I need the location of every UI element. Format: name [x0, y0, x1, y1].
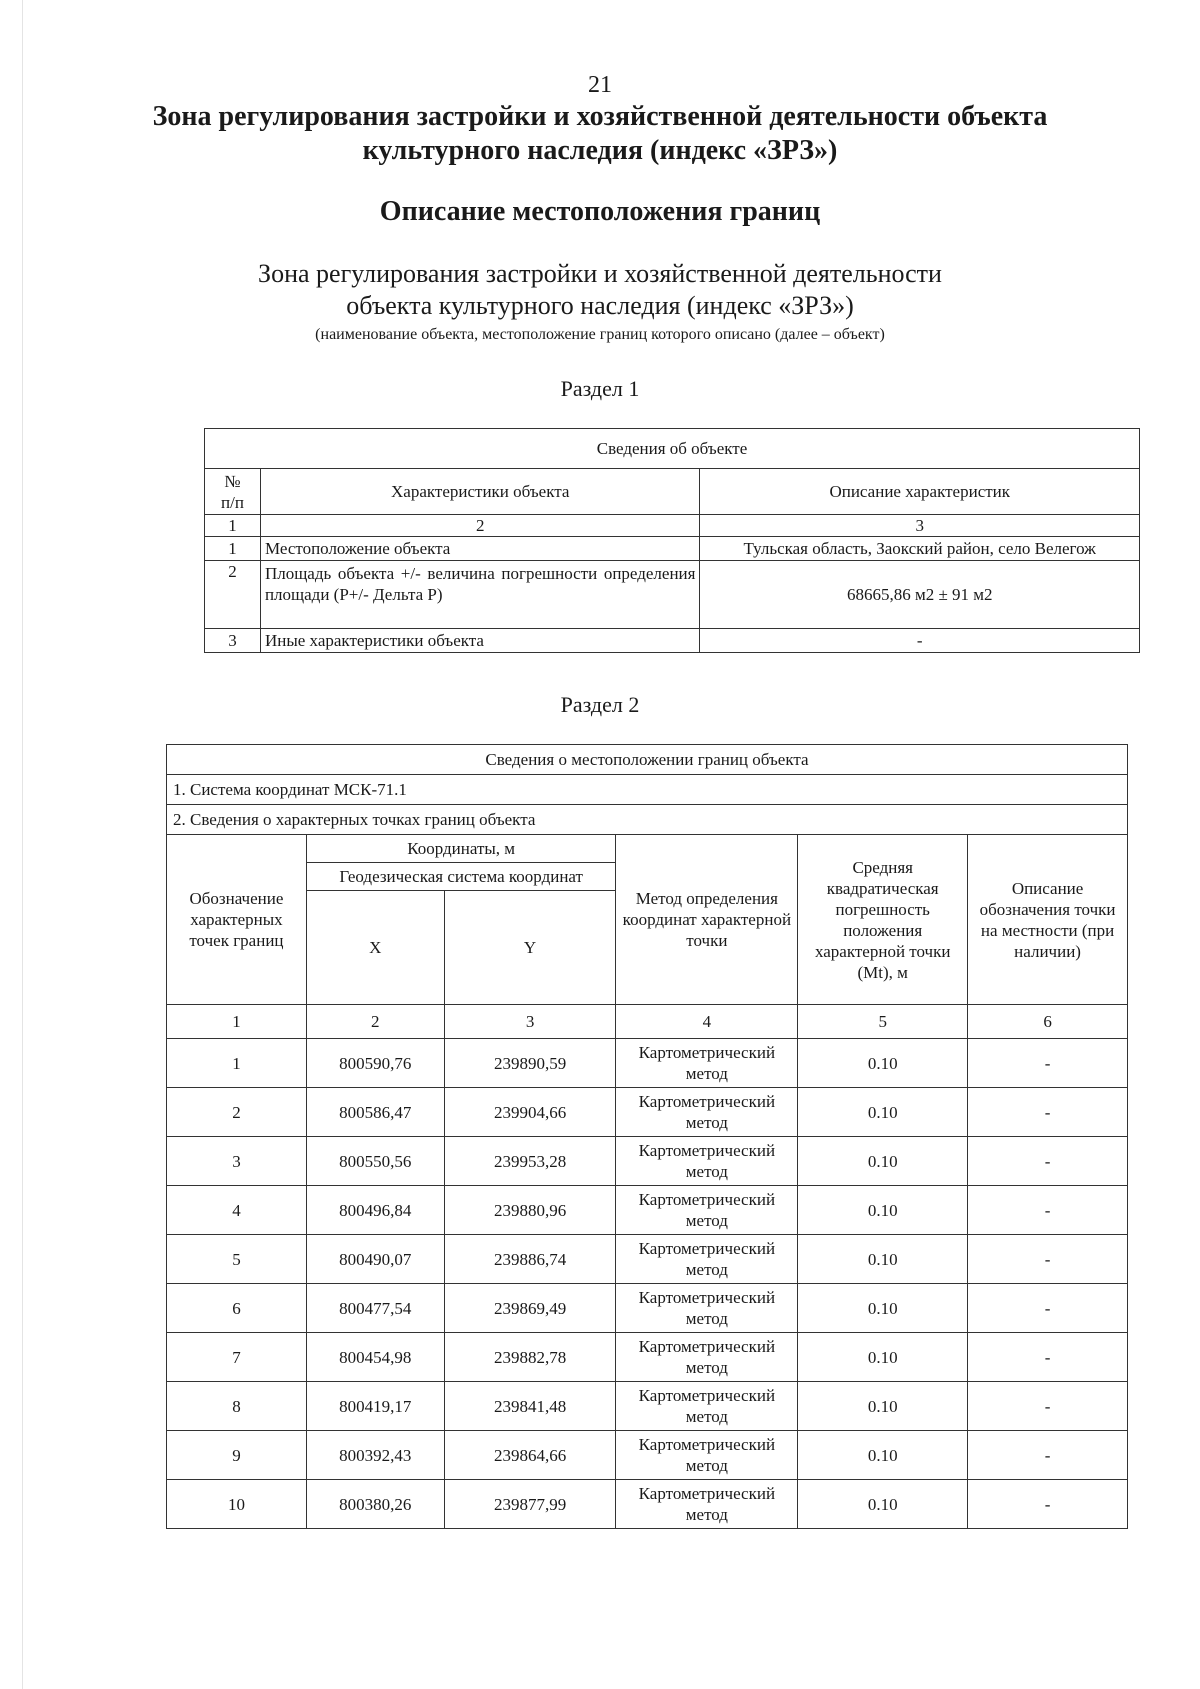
y-cell: 239864,66 — [444, 1431, 616, 1480]
method-cell — [616, 1480, 798, 1529]
method-line: Картометрический — [638, 1043, 776, 1062]
method-line: метод — [685, 1505, 728, 1524]
boundary-table-title: Сведения о местоположении границ объекта — [167, 745, 1128, 775]
document-subtitle: Описание местоположения границ — [379, 196, 821, 227]
header-y: Y — [444, 891, 616, 1005]
title-line-1: Зона регулирования застройки и хозяйственной деятельности объекта — [152, 101, 1048, 132]
point-id-cell: 3 — [167, 1137, 307, 1186]
x-cell: 800496,84 — [306, 1186, 444, 1235]
description-cell: - — [968, 1382, 1128, 1431]
header-point-designation: Обозначение характерных точек границ — [167, 835, 307, 1005]
x-cell: 800477,54 — [306, 1284, 444, 1333]
y-cell: 239877,99 — [444, 1480, 616, 1529]
method-line: Картометрический — [638, 1288, 776, 1307]
y-cell: 239886,74 — [444, 1235, 616, 1284]
description-cell: - — [968, 1088, 1128, 1137]
object-name — [250, 258, 950, 322]
table-row — [167, 1431, 1128, 1480]
method-line: метод — [685, 1260, 728, 1279]
x-cell: 800419,17 — [306, 1382, 444, 1431]
x-cell: 800490,07 — [306, 1235, 444, 1284]
section-2-title: Раздел 2 — [560, 692, 640, 717]
method-line: Картометрический — [638, 1337, 776, 1356]
scan-edge-line — [22, 0, 23, 1689]
table-row — [167, 1137, 1128, 1186]
method-cell — [616, 1186, 798, 1235]
column-index-row: 1 2 3 — [205, 515, 1140, 537]
method-cell — [616, 1382, 798, 1431]
object-name-line-2: объекта культурного наследия (индекс «ЗРЗ») — [346, 291, 854, 320]
table-row: 1 Местоположение объекта Тульская область, Заокский район, село Велегож — [205, 537, 1140, 561]
point-id-cell: 9 — [167, 1431, 307, 1480]
boundary-points-table — [166, 744, 1128, 1529]
object-caption: (наименование объекта, местоположение границ которого описано (далее – объект) — [315, 326, 885, 343]
error-cell: 0.10 — [798, 1088, 968, 1137]
points-caption: 2. Сведения о характерных точках границ объекта — [167, 805, 1128, 835]
column-header-description: Описание характеристик — [700, 469, 1140, 515]
table-row: 2 Площадь объекта +/- величина погрешности определения площади (Р+/- Дельта Р) 68665,86 м2 ± 91 м2 — [205, 561, 1140, 629]
method-line: метод — [685, 1358, 728, 1377]
error-cell: 0.10 — [798, 1284, 968, 1333]
point-id-cell: 7 — [167, 1333, 307, 1382]
title-line-2: культурного наследия (индекс «ЗРЗ») — [362, 135, 838, 166]
table-row — [167, 1088, 1128, 1137]
object-info-table-title: Сведения об объекте — [205, 429, 1140, 469]
point-id-cell: 4 — [167, 1186, 307, 1235]
table-row — [167, 1480, 1128, 1529]
description-cell: - — [968, 1333, 1128, 1382]
header-geodetic-system: Геодезическая система координат — [306, 863, 616, 891]
method-line: метод — [685, 1211, 728, 1230]
method-line: Картометрический — [638, 1239, 776, 1258]
table-row: 3 Иные характеристики объекта - — [205, 629, 1140, 653]
error-cell: 0.10 — [798, 1480, 968, 1529]
table-row — [167, 1235, 1128, 1284]
method-line: Картометрический — [638, 1435, 776, 1454]
point-id-cell: 10 — [167, 1480, 307, 1529]
y-cell: 239882,78 — [444, 1333, 616, 1382]
header-point-description: Описание обозначения точки на местности (при наличии) — [968, 835, 1128, 1005]
table-row — [167, 1382, 1128, 1431]
document-title — [150, 100, 1050, 168]
method-line: Картометрический — [638, 1484, 776, 1503]
description-cell: - — [968, 1137, 1128, 1186]
column-header-number: № п/п — [205, 469, 261, 515]
header-mean-error: Средняя квадратическая погрешность положения характерной точки (Mt), м — [798, 835, 968, 1005]
header-method: Метод определения координат характерной точки — [616, 835, 798, 1005]
method-line: метод — [685, 1113, 728, 1132]
method-line: метод — [685, 1064, 728, 1083]
y-cell: 239841,48 — [444, 1382, 616, 1431]
method-line: Картометрический — [638, 1386, 776, 1405]
method-line: метод — [685, 1456, 728, 1475]
method-line: метод — [685, 1407, 728, 1426]
method-cell — [616, 1137, 798, 1186]
object-info-table — [204, 428, 1140, 653]
section-1-title: Раздел 1 — [560, 376, 640, 401]
table-row — [167, 1186, 1128, 1235]
column-header-characteristic: Характеристики объекта — [260, 469, 700, 515]
y-cell: 239953,28 — [444, 1137, 616, 1186]
object-name-line-1: Зона регулирования застройки и хозяйственной деятельности — [258, 259, 942, 288]
x-cell: 800380,26 — [306, 1480, 444, 1529]
method-line: метод — [685, 1162, 728, 1181]
table-row — [167, 1039, 1128, 1088]
method-cell — [616, 1235, 798, 1284]
table-row — [167, 1333, 1128, 1382]
header-x: X — [306, 891, 444, 1005]
point-id-cell: 8 — [167, 1382, 307, 1431]
error-cell: 0.10 — [798, 1333, 968, 1382]
error-cell: 0.10 — [798, 1431, 968, 1480]
point-id-cell: 6 — [167, 1284, 307, 1333]
description-cell: - — [968, 1039, 1128, 1088]
description-cell: - — [968, 1480, 1128, 1529]
x-cell: 800454,98 — [306, 1333, 444, 1382]
error-cell: 0.10 — [798, 1137, 968, 1186]
error-cell: 0.10 — [798, 1235, 968, 1284]
point-rows — [167, 1039, 1128, 1529]
error-cell: 0.10 — [798, 1186, 968, 1235]
method-cell — [616, 1284, 798, 1333]
method-line: метод — [685, 1309, 728, 1328]
x-cell: 800392,43 — [306, 1431, 444, 1480]
x-cell: 800586,47 — [306, 1088, 444, 1137]
y-cell: 239890,59 — [444, 1039, 616, 1088]
error-cell: 0.10 — [798, 1039, 968, 1088]
method-line: Картометрический — [638, 1141, 776, 1160]
y-cell: 239880,96 — [444, 1186, 616, 1235]
coordinate-system: 1. Система координат МСК-71.1 — [167, 775, 1128, 805]
x-cell: 800590,76 — [306, 1039, 444, 1088]
point-id-cell: 2 — [167, 1088, 307, 1137]
method-cell — [616, 1333, 798, 1382]
page-number: 21 — [588, 72, 612, 98]
y-cell: 239904,66 — [444, 1088, 616, 1137]
point-id-cell: 5 — [167, 1235, 307, 1284]
description-cell: - — [968, 1186, 1128, 1235]
header-coordinates: Координаты, м — [306, 835, 616, 863]
point-id-cell: 1 — [167, 1039, 307, 1088]
method-line: Картометрический — [638, 1092, 776, 1111]
method-cell — [616, 1039, 798, 1088]
method-cell — [616, 1088, 798, 1137]
description-cell: - — [968, 1284, 1128, 1333]
description-cell: - — [968, 1431, 1128, 1480]
y-cell: 239869,49 — [444, 1284, 616, 1333]
error-cell: 0.10 — [798, 1382, 968, 1431]
description-cell: - — [968, 1235, 1128, 1284]
method-line: Картометрический — [638, 1190, 776, 1209]
method-cell — [616, 1431, 798, 1480]
column-index-row: 1 2 3 4 5 6 — [167, 1005, 1128, 1039]
x-cell: 800550,56 — [306, 1137, 444, 1186]
table-row — [167, 1284, 1128, 1333]
